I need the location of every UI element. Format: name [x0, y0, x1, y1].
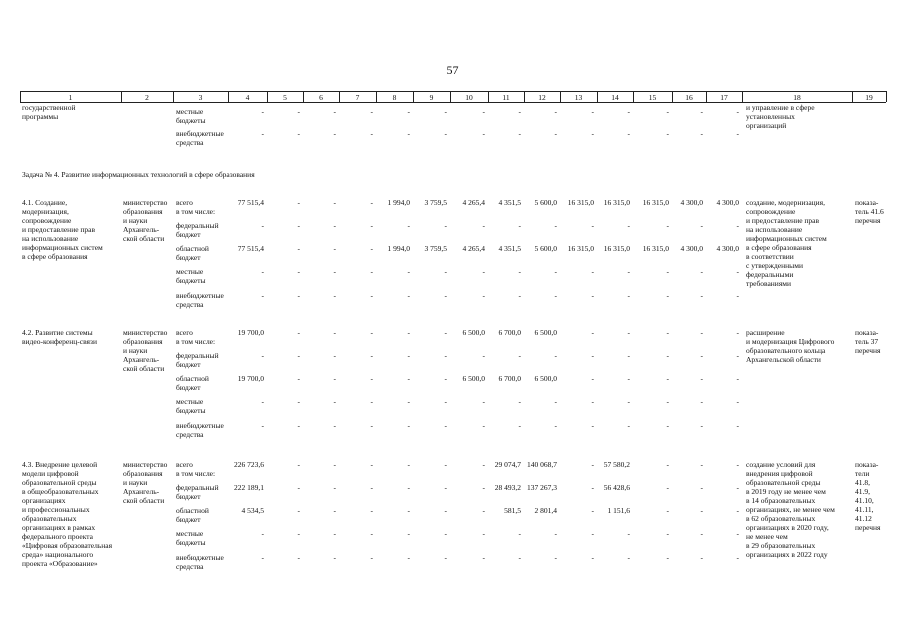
value-cell: - — [297, 198, 300, 207]
value-cell: - — [554, 421, 557, 430]
value-cell: - — [591, 529, 594, 538]
value-cell: - — [407, 129, 410, 138]
column-header: 7 — [355, 93, 360, 102]
column-header: 4 — [245, 93, 250, 102]
source-label: областной бюджет — [176, 506, 209, 524]
measure-name: 4.1. Создание, модернизация, сопровождение и предоставление прав на использование информационных систем в сфере образования — [22, 198, 103, 261]
value-cell: - — [518, 107, 521, 116]
value-cell: - — [407, 221, 410, 230]
value-cell: - — [370, 244, 373, 253]
value-cell: - — [518, 553, 521, 562]
value-cell: - — [370, 506, 373, 515]
value-cell: - — [407, 397, 410, 406]
value-cell: - — [666, 483, 669, 492]
value-cell: - — [700, 374, 703, 383]
value-cell: 6 500,0 — [534, 328, 557, 337]
value-cell: - — [261, 221, 264, 230]
result-cell: создание, модернизация, сопровождение и предоставление прав на использование информационных систем в сфере образования в соответствии с утвержденными федеральными требованиями — [746, 198, 827, 288]
value-cell: - — [370, 267, 373, 276]
value-cell: - — [554, 107, 557, 116]
value-cell: - — [482, 351, 485, 360]
source-label: внебюджетные средства — [176, 421, 224, 439]
value-cell: - — [482, 529, 485, 538]
value-cell: - — [627, 129, 630, 138]
value-cell: 6 500,0 — [462, 328, 485, 337]
value-cell: - — [333, 506, 336, 515]
value-cell: - — [518, 129, 521, 138]
value-cell: 140 068,7 — [527, 460, 557, 469]
column-header: 17 — [720, 93, 728, 102]
value-cell: - — [666, 529, 669, 538]
value-cell: 4 351,5 — [498, 244, 521, 253]
value-cell: - — [444, 553, 447, 562]
column-header: 1 — [68, 93, 73, 102]
value-cell: - — [736, 506, 739, 515]
value-cell: - — [444, 374, 447, 383]
value-cell: 57 580,2 — [603, 460, 630, 469]
value-cell: 77 515,4 — [237, 244, 264, 253]
value-cell: 5 600,0 — [534, 198, 557, 207]
value-cell: - — [333, 374, 336, 383]
value-cell: - — [407, 553, 410, 562]
value-cell: - — [261, 107, 264, 116]
source-label: местные бюджеты — [176, 397, 206, 415]
value-cell: - — [297, 374, 300, 383]
value-cell: - — [554, 529, 557, 538]
value-cell: - — [482, 107, 485, 116]
source-label: всего в том числе: — [176, 198, 216, 216]
value-cell: - — [591, 460, 594, 469]
result-cell: и управление в сфере установленных организаций — [746, 103, 815, 130]
source-label: федеральный бюджет — [176, 221, 219, 239]
value-cell: - — [666, 421, 669, 430]
value-cell: - — [370, 221, 373, 230]
value-cell: - — [444, 421, 447, 430]
value-cell: - — [370, 553, 373, 562]
result-cell: расширение и модернизация Цифрового образовательного кольца Архангельской области — [746, 328, 835, 364]
value-cell: - — [370, 397, 373, 406]
value-cell: - — [370, 129, 373, 138]
value-cell: - — [736, 129, 739, 138]
source-label: местные бюджеты — [176, 107, 206, 125]
value-cell: - — [736, 328, 739, 337]
value-cell: - — [736, 553, 739, 562]
value-cell: 226 723,6 — [234, 460, 264, 469]
value-cell: - — [444, 506, 447, 515]
source-label: федеральный бюджет — [176, 483, 219, 501]
value-cell: - — [700, 267, 703, 276]
value-cell: 16 315,0 — [603, 198, 630, 207]
value-cell: - — [666, 291, 669, 300]
value-cell: 4 300,0 — [716, 244, 739, 253]
column-header: 8 — [392, 93, 397, 102]
value-cell: - — [591, 291, 594, 300]
value-cell: - — [666, 129, 669, 138]
value-cell: - — [297, 460, 300, 469]
program-name-cell: государственной программы — [22, 103, 76, 121]
value-cell: - — [261, 291, 264, 300]
value-cell: - — [407, 328, 410, 337]
page-number: 57 — [446, 63, 459, 77]
source-label: внебюджетные средства — [176, 553, 224, 571]
value-cell: - — [591, 374, 594, 383]
value-cell: - — [261, 421, 264, 430]
value-cell: 19 700,0 — [237, 374, 264, 383]
value-cell: - — [591, 351, 594, 360]
value-cell: - — [333, 244, 336, 253]
value-cell: - — [333, 107, 336, 116]
value-cell: - — [444, 483, 447, 492]
value-cell: 6 700,0 — [498, 328, 521, 337]
value-cell: - — [444, 291, 447, 300]
value-cell: 6 500,0 — [462, 374, 485, 383]
value-cell: - — [591, 107, 594, 116]
value-cell: - — [482, 460, 485, 469]
source-label: федеральный бюджет — [176, 351, 219, 369]
value-cell: - — [591, 483, 594, 492]
value-cell: - — [333, 483, 336, 492]
value-cell: - — [444, 129, 447, 138]
column-header: 14 — [611, 93, 619, 102]
executor-cell: министерство образования и науки Архангель- ской области — [123, 328, 168, 373]
value-cell: - — [444, 351, 447, 360]
value-cell: - — [297, 351, 300, 360]
source-label: всего в том числе: — [176, 460, 216, 478]
value-cell: - — [297, 244, 300, 253]
value-cell: - — [736, 267, 739, 276]
column-header: 11 — [502, 93, 510, 102]
value-cell: - — [627, 107, 630, 116]
value-cell: - — [297, 483, 300, 492]
value-cell: 16 315,0 — [642, 198, 669, 207]
value-cell: 16 315,0 — [567, 198, 594, 207]
source-label: всего в том числе: — [176, 328, 216, 346]
value-cell: - — [261, 397, 264, 406]
value-cell: - — [444, 460, 447, 469]
value-cell: - — [444, 328, 447, 337]
value-cell: - — [297, 267, 300, 276]
value-cell: - — [627, 374, 630, 383]
value-cell: - — [333, 267, 336, 276]
value-cell: - — [700, 506, 703, 515]
value-cell: - — [297, 107, 300, 116]
task-title: Задача № 4. Развитие информационных технологий в сфере образования — [22, 170, 255, 179]
value-cell: 4 265,4 — [462, 198, 485, 207]
value-cell: - — [333, 221, 336, 230]
value-cell: - — [736, 483, 739, 492]
value-cell: - — [736, 397, 739, 406]
value-cell: 16 315,0 — [567, 244, 594, 253]
column-header: 18 — [793, 93, 801, 102]
value-cell: - — [666, 328, 669, 337]
value-cell: - — [297, 129, 300, 138]
indicator-cell: показа- тель 37 перечня — [855, 328, 881, 355]
column-header: 5 — [283, 93, 287, 102]
source-label: областной бюджет — [176, 244, 209, 262]
value-cell: - — [407, 351, 410, 360]
value-cell: - — [518, 221, 521, 230]
value-cell: - — [736, 460, 739, 469]
value-cell: 16 315,0 — [642, 244, 669, 253]
value-cell: 28 493,2 — [494, 483, 521, 492]
value-cell: 3 759,5 — [424, 244, 447, 253]
value-cell: - — [736, 421, 739, 430]
column-header: 19 — [865, 93, 873, 102]
value-cell: - — [297, 553, 300, 562]
value-cell: 4 534,5 — [241, 506, 264, 515]
value-cell: 29 074,7 — [494, 460, 521, 469]
column-header: 3 — [198, 93, 203, 102]
value-cell: - — [666, 460, 669, 469]
value-cell: - — [370, 328, 373, 337]
source-label: внебюджетные средства — [176, 291, 224, 309]
value-cell: - — [700, 460, 703, 469]
value-cell: - — [627, 291, 630, 300]
source-label: местные бюджеты — [176, 529, 206, 547]
value-cell: - — [554, 267, 557, 276]
value-cell: - — [666, 221, 669, 230]
indicator-cell: показа- тель 41.6 перечня — [855, 198, 884, 225]
value-cell: - — [407, 267, 410, 276]
value-cell: - — [591, 553, 594, 562]
value-cell: - — [700, 553, 703, 562]
value-cell: - — [482, 506, 485, 515]
value-cell: 1 994,0 — [387, 244, 410, 253]
value-cell: - — [333, 397, 336, 406]
value-cell: 56 428,6 — [603, 483, 630, 492]
value-cell: - — [407, 374, 410, 383]
value-cell: - — [407, 291, 410, 300]
value-cell: - — [700, 397, 703, 406]
value-cell: - — [297, 291, 300, 300]
value-cell: - — [370, 291, 373, 300]
value-cell: - — [297, 421, 300, 430]
header-column-divider — [886, 91, 887, 102]
value-cell: - — [482, 421, 485, 430]
value-cell: - — [333, 198, 336, 207]
value-cell: - — [518, 267, 521, 276]
value-cell: - — [591, 397, 594, 406]
source-label: внебюджетные средства — [176, 129, 224, 147]
value-cell: - — [666, 351, 669, 360]
column-header: 13 — [574, 93, 583, 102]
measure-name: 4.3. Внедрение целевой модели цифровой образовательной среды в общеобразовательных организациях и профессиональных образовательных организациях в рамках федерального проекта «Цифровая образовательная среда» национального проекта «Образование» — [22, 460, 113, 568]
value-cell: - — [370, 460, 373, 469]
value-cell: - — [261, 267, 264, 276]
value-cell: - — [444, 529, 447, 538]
value-cell: 4 300,0 — [680, 244, 703, 253]
value-cell: - — [700, 291, 703, 300]
value-cell: 6 700,0 — [498, 374, 521, 383]
value-cell: - — [333, 129, 336, 138]
value-cell: - — [261, 351, 264, 360]
value-cell: 2 801,4 — [534, 506, 557, 515]
value-cell: - — [333, 529, 336, 538]
value-cell: - — [591, 267, 594, 276]
source-label: областной бюджет — [176, 374, 209, 392]
value-cell: 581,5 — [504, 506, 521, 515]
value-cell: - — [407, 506, 410, 515]
value-cell: - — [407, 460, 410, 469]
value-cell: 5 600,0 — [534, 244, 557, 253]
column-header: 6 — [319, 93, 323, 102]
value-cell: - — [554, 291, 557, 300]
value-cell: - — [666, 506, 669, 515]
value-cell: - — [518, 291, 521, 300]
result-cell: создание условий для внедрения цифровой образовательной среды в 2019 году не менее чем в 14 образовательных организациях, не менее чем в 62 образовательных организациях в 2020 году, не менее чем в 29 образовательных организациях в 2022 году — [746, 460, 835, 559]
value-cell: - — [666, 397, 669, 406]
indicator-cell: показа- тели 41.8, 41.9, 41.10, 41.11, 41.12 перечня — [855, 460, 881, 532]
value-cell: - — [700, 221, 703, 230]
value-cell: - — [736, 529, 739, 538]
value-cell: - — [591, 129, 594, 138]
value-cell: - — [297, 506, 300, 515]
value-cell: - — [370, 529, 373, 538]
value-cell: - — [591, 221, 594, 230]
value-cell: - — [700, 483, 703, 492]
value-cell: - — [333, 460, 336, 469]
value-cell: - — [333, 421, 336, 430]
column-header: 16 — [685, 93, 693, 102]
value-cell: - — [444, 107, 447, 116]
value-cell: - — [554, 129, 557, 138]
value-cell: - — [700, 107, 703, 116]
column-header: 9 — [429, 93, 434, 102]
value-cell: - — [666, 107, 669, 116]
value-cell: - — [591, 421, 594, 430]
value-cell: - — [261, 553, 264, 562]
value-cell: - — [518, 421, 521, 430]
executor-cell: министерство образования и науки Архангель- ской области — [123, 460, 168, 505]
value-cell: - — [736, 107, 739, 116]
value-cell: - — [482, 221, 485, 230]
value-cell: - — [627, 529, 630, 538]
value-cell: - — [700, 529, 703, 538]
value-cell: - — [627, 351, 630, 360]
column-header: 2 — [145, 93, 149, 102]
value-cell: 4 351,5 — [498, 198, 521, 207]
value-cell: - — [297, 397, 300, 406]
value-cell: - — [700, 421, 703, 430]
value-cell: - — [482, 483, 485, 492]
value-cell: - — [518, 397, 521, 406]
value-cell: - — [627, 397, 630, 406]
value-cell: - — [444, 397, 447, 406]
column-header: 10 — [465, 93, 473, 102]
value-cell: 3 759,5 — [424, 198, 447, 207]
value-cell: 6 500,0 — [534, 374, 557, 383]
value-cell: 4 300,0 — [716, 198, 739, 207]
value-cell: 77 515,4 — [237, 198, 264, 207]
value-cell: - — [261, 129, 264, 138]
value-cell: - — [482, 291, 485, 300]
value-cell: - — [554, 397, 557, 406]
value-cell: - — [407, 483, 410, 492]
value-cell: - — [333, 351, 336, 360]
value-cell: 1 151,6 — [607, 506, 630, 515]
value-cell: - — [482, 397, 485, 406]
value-cell: - — [407, 421, 410, 430]
value-cell: - — [736, 221, 739, 230]
value-cell: 137 267,3 — [527, 483, 557, 492]
value-cell: - — [627, 553, 630, 562]
value-cell: - — [407, 529, 410, 538]
value-cell: - — [261, 529, 264, 538]
value-cell: - — [666, 374, 669, 383]
value-cell: - — [370, 351, 373, 360]
value-cell: - — [297, 328, 300, 337]
value-cell: 1 994,0 — [387, 198, 410, 207]
value-cell: - — [370, 483, 373, 492]
value-cell: - — [444, 221, 447, 230]
value-cell: - — [666, 267, 669, 276]
value-cell: - — [554, 351, 557, 360]
header-top-border — [20, 91, 886, 92]
value-cell: - — [370, 107, 373, 116]
value-cell: - — [736, 374, 739, 383]
value-cell: - — [627, 328, 630, 337]
value-cell: - — [591, 506, 594, 515]
value-cell: 4 300,0 — [680, 198, 703, 207]
value-cell: 19 700,0 — [237, 328, 264, 337]
value-cell: - — [591, 328, 594, 337]
value-cell: 4 265,4 — [462, 244, 485, 253]
value-cell: - — [700, 328, 703, 337]
value-cell: 16 315,0 — [603, 244, 630, 253]
column-header: 15 — [648, 93, 657, 102]
value-cell: - — [700, 351, 703, 360]
column-header: 12 — [538, 93, 546, 102]
value-cell: - — [482, 267, 485, 276]
value-cell: - — [407, 107, 410, 116]
value-cell: - — [333, 553, 336, 562]
value-cell: - — [370, 421, 373, 430]
value-cell: - — [482, 553, 485, 562]
executor-cell: министерство образования и науки Архангель- ской области — [123, 198, 168, 243]
value-cell: - — [518, 529, 521, 538]
value-cell: - — [554, 221, 557, 230]
value-cell: - — [736, 291, 739, 300]
value-cell: - — [297, 221, 300, 230]
source-label: местные бюджеты — [176, 267, 206, 285]
value-cell: 222 189,1 — [234, 483, 264, 492]
value-cell: - — [554, 553, 557, 562]
value-cell: - — [297, 529, 300, 538]
value-cell: - — [482, 129, 485, 138]
value-cell: - — [627, 221, 630, 230]
value-cell: - — [518, 351, 521, 360]
value-cell: - — [444, 267, 447, 276]
value-cell: - — [627, 421, 630, 430]
value-cell: - — [333, 291, 336, 300]
value-cell: - — [666, 553, 669, 562]
value-cell: - — [700, 129, 703, 138]
value-cell: - — [627, 267, 630, 276]
measure-name: 4.2. Развитие системы видео-конференц-связи — [22, 328, 97, 346]
value-cell: - — [370, 374, 373, 383]
value-cell: - — [736, 351, 739, 360]
value-cell: - — [333, 328, 336, 337]
value-cell: - — [370, 198, 373, 207]
